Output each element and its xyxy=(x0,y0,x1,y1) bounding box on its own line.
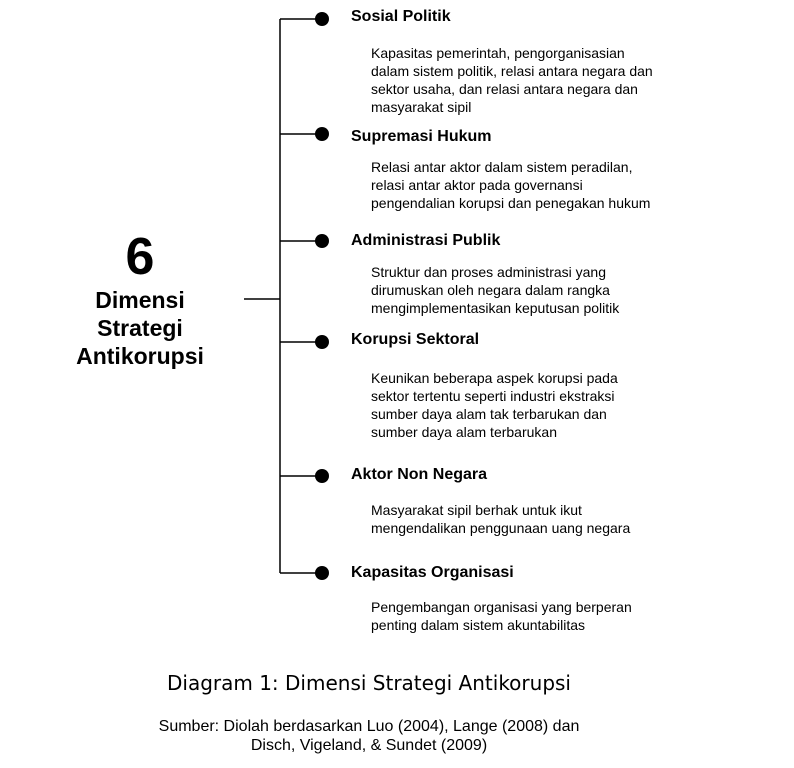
dimension-item-administrasi-publik xyxy=(351,231,771,316)
center-title-line-3: Antikorupsi xyxy=(76,343,204,369)
branch-bullet-5 xyxy=(315,469,329,483)
description-line: masyarakat sipil xyxy=(371,99,472,115)
description-line: Pengembangan organisasi yang berperan xyxy=(371,599,632,615)
description-line: penting dalam sistem akuntabilitas xyxy=(371,617,586,633)
description-line: Relasi antar aktor dalam sistem peradilan, xyxy=(371,159,633,175)
branch-bullet-2 xyxy=(315,127,329,141)
dimension-title: Kapasitas Organisasi xyxy=(351,564,514,581)
description-line: dalam sistem politik, relasi antara negara dan xyxy=(371,63,653,79)
description-line: sumber daya alam tak terbarukan dan xyxy=(371,406,607,422)
dimension-title: Administrasi Publik xyxy=(351,232,501,249)
diagram-caption: Diagram 1: Dimensi Strategi Antikorupsi xyxy=(166,671,571,695)
description-line: sektor tertentu seperti industri ekstraksi xyxy=(371,388,615,404)
description-line: relasi antar aktor pada governansi xyxy=(371,177,583,193)
center-title-line-2: Strategi xyxy=(97,315,183,341)
dimension-description xyxy=(371,263,771,317)
dimension-title: Aktor Non Negara xyxy=(351,466,488,483)
dimension-item-sosial-politik xyxy=(351,7,771,115)
description-line: sumber daya alam terbarukan xyxy=(371,424,557,440)
dimension-description xyxy=(371,44,771,116)
center-label xyxy=(40,228,240,370)
dimension-description xyxy=(371,158,771,212)
dimension-item-kapasitas-organisasi xyxy=(351,563,771,633)
dimension-item-supremasi-hukum xyxy=(351,127,771,211)
description-line: mengimplementasikan keputusan politik xyxy=(371,300,620,316)
center-title-line-1: Dimensi xyxy=(95,287,185,313)
source-note xyxy=(0,717,738,755)
description-line: Keunikan beberapa aspek korupsi pada xyxy=(371,370,618,386)
dimension-description xyxy=(371,501,771,537)
dimension-description xyxy=(371,598,771,634)
dimension-count: 6 xyxy=(125,228,155,286)
branch-bullet-1 xyxy=(315,12,329,26)
source-line-2: Disch, Vigeland, & Sundet (2009) xyxy=(250,737,488,754)
source-line-1: Sumber: Diolah berdasarkan Luo (2004), Lange (2008) dan xyxy=(158,718,580,735)
description-line: Struktur dan proses administrasi yang xyxy=(371,264,606,280)
dimension-item-korupsi-sektoral xyxy=(351,330,771,440)
dimension-title: Supremasi Hukum xyxy=(351,128,492,145)
description-line: dirumuskan oleh negara dalam rangka xyxy=(371,282,610,298)
branch-bullet-4 xyxy=(315,335,329,349)
description-line: Masyarakat sipil berhak untuk ikut xyxy=(371,502,582,518)
branch-bullet-6 xyxy=(315,566,329,580)
description-line: mengendalikan penggunaan uang negara xyxy=(371,520,631,536)
description-line: Kapasitas pemerintah, pengorganisasian xyxy=(371,45,625,61)
dimension-title: Korupsi Sektoral xyxy=(351,331,480,348)
dimension-item-aktor-non-negara xyxy=(351,465,771,536)
dimension-title: Sosial Politik xyxy=(351,8,451,25)
description-line: sektor usaha, dan relasi antara negara dan xyxy=(371,81,638,97)
description-line: pengendalian korupsi dan penegakan hukum xyxy=(371,195,651,211)
branch-bullet-3 xyxy=(315,234,329,248)
dimension-description xyxy=(371,369,771,441)
